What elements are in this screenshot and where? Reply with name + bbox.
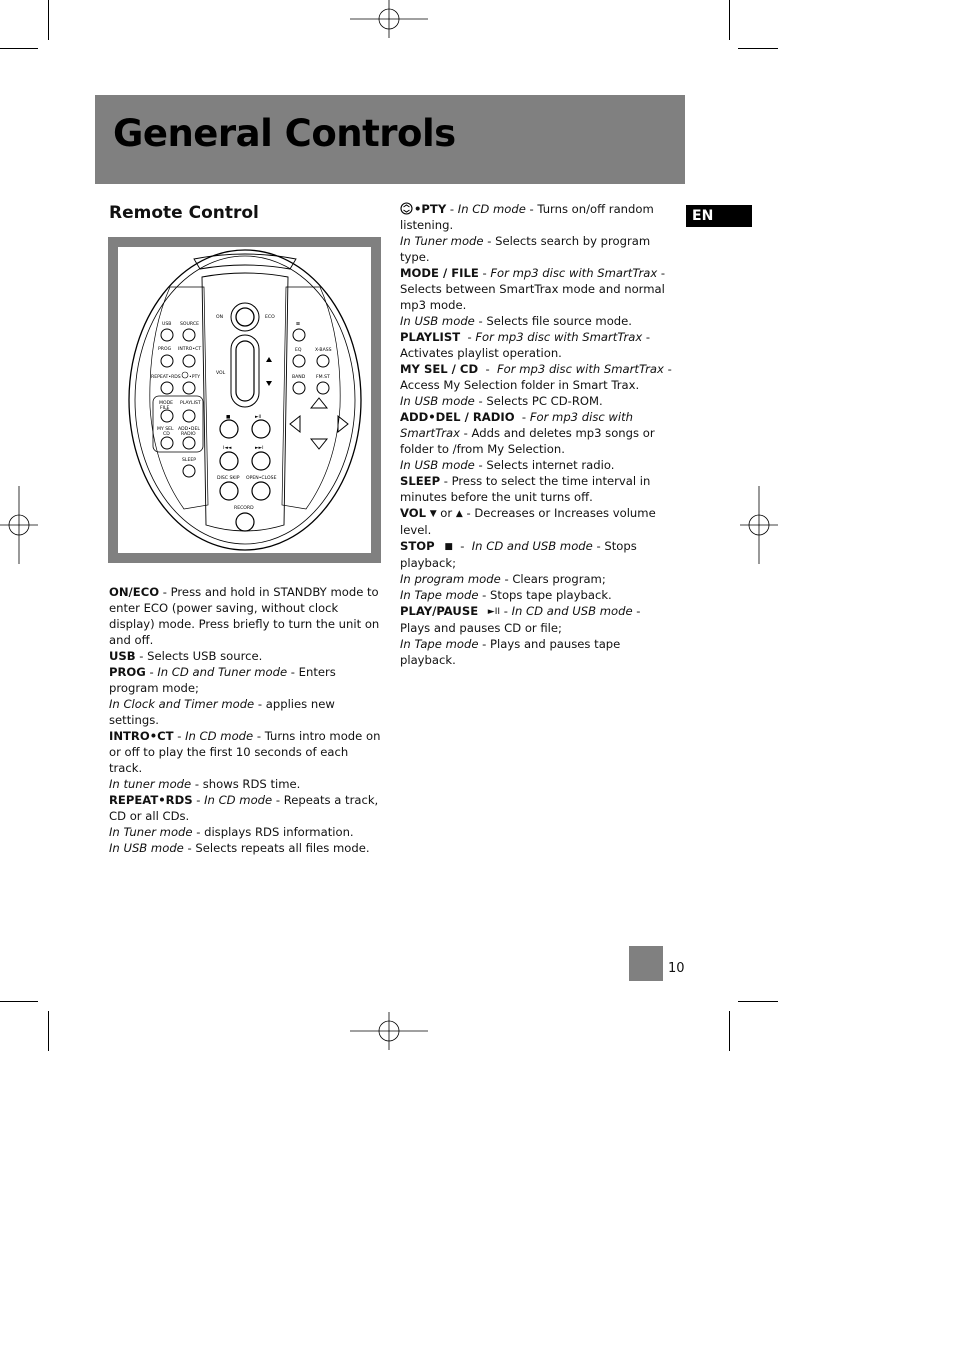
- label-usb: USB: [162, 322, 172, 327]
- entry-stop: STOP ■ - In CD and USB mode - Stops playback;: [400, 539, 637, 570]
- page-number: 10: [668, 961, 685, 976]
- crop-mark: [729, 1011, 730, 1051]
- entry-mysel-usb: In USB mode - Selects PC CD-ROM.: [400, 394, 603, 408]
- entry-prog-clock: In Clock and Timer mode - applies new settings.: [109, 697, 335, 727]
- entry-mysel: MY SEL / CD - For mp3 disc with SmartTrax - Access My Selection folder in Smart Trax.: [400, 362, 672, 392]
- label-source: SOURCE: [180, 322, 199, 327]
- play-pause-icon: ►II: [487, 607, 501, 617]
- page-title: General Controls: [113, 112, 456, 155]
- label-mode-file: FILE: [160, 406, 170, 411]
- vol-up-icon: ▲: [455, 509, 463, 519]
- language-badge: EN: [686, 205, 752, 227]
- entry-pty-tuner: In Tuner mode - Selects search by program type.: [400, 234, 651, 264]
- label-record: RECORD: [234, 506, 254, 511]
- entry-sleep: SLEEP - Press to select the time interval in minutes before the unit turns off.: [400, 474, 651, 504]
- entry-usb: USB - Selects USB source.: [109, 649, 263, 663]
- label-playpause: ►II: [255, 415, 262, 420]
- entry-play-tape: In Tape mode - Plays and pauses tape playback.: [400, 637, 621, 667]
- crop-mark: [48, 0, 49, 40]
- label-on: ON: [216, 315, 224, 320]
- entry-repeat-usb: In USB mode - Selects repeats all files mode.: [109, 841, 370, 855]
- label-mode: MODE: [159, 401, 174, 406]
- entry-adddel-usb: In USB mode - Selects internet radio.: [400, 458, 615, 472]
- label-prev: I◄◄: [223, 446, 232, 451]
- label-adddel: ADD•DEL: [178, 427, 200, 432]
- entry-stop-tape: In Tape mode - Stops tape playback.: [400, 588, 612, 602]
- crop-mark: [48, 1011, 49, 1051]
- entry-pty: •PTY - In CD mode - Turns on/off random listening.: [400, 202, 654, 232]
- remote-control-drawing: [118, 247, 371, 553]
- entry-intro: INTRO•CT - In CD mode - Turns intro mode on or off to play the first 10 seconds of each track.: [109, 729, 381, 775]
- label-intro: INTRO•CT: [178, 347, 202, 352]
- crop-mark: [0, 48, 38, 49]
- left-text-column: [109, 584, 381, 856]
- crop-mark: [738, 48, 778, 49]
- crop-mark: [0, 1001, 38, 1002]
- entry-mode-file: MODE / FILE - For mp3 disc with SmartTrax - Selects between SmartTrax mode and normal mp3 mode.: [400, 266, 666, 312]
- label-discskip: DISC SKIP: [217, 476, 240, 481]
- label-eq: EQ: [295, 348, 302, 353]
- registration-mark: [350, 1011, 430, 1051]
- entry-on-eco: ON/ECO - Press and hold in STANDBY mode to enter ECO (power saving, without clock display) mode. Press briefly to turn the unit on and off.: [109, 585, 380, 647]
- label-pty: •PTY: [189, 375, 201, 380]
- label-prog: PROG: [158, 347, 172, 352]
- label-sleep: SLEEP: [182, 458, 197, 463]
- random-play-icon: [400, 202, 413, 215]
- section-title: Remote Control: [109, 203, 259, 223]
- entry-mode-usb: In USB mode - Selects file source mode.: [400, 314, 632, 328]
- label-band: BAND: [292, 375, 306, 380]
- entry-play: PLAY/PAUSE ►II - In CD and USB mode - Plays and pauses CD or file;: [400, 604, 641, 635]
- entry-vol: VOL ▼ or ▲ - Decreases or Increases volume level.: [400, 506, 656, 537]
- label-playlist: PLAYLIST: [180, 401, 201, 406]
- label-mute: ⊠: [296, 322, 300, 327]
- label-stop: ■: [226, 415, 231, 420]
- label-repeat: REPEAT•RDS: [151, 375, 181, 380]
- label-openclose: OPEN•CLOSE: [246, 476, 277, 481]
- label-eco: ECO: [265, 315, 275, 320]
- crop-mark: [738, 1001, 778, 1002]
- stop-icon: ■: [444, 542, 453, 552]
- entry-intro-tuner: In tuner mode - shows RDS time.: [109, 777, 301, 791]
- crop-mark: [729, 0, 730, 40]
- label-fmst: FM.ST: [316, 375, 330, 380]
- vol-down-icon: ▼: [429, 509, 437, 519]
- entry-playlist: PLAYLIST - For mp3 disc with SmartTrax - Activates playlist operation.: [400, 330, 651, 360]
- label-xbass: X-BASS: [315, 348, 332, 353]
- page-tab: [629, 946, 663, 981]
- entry-adddel: ADD•DEL / RADIO - For mp3 disc with SmartTrax - Adds and deletes mp3 songs or folder to /from My Selection.: [400, 410, 655, 456]
- remote-illustration-panel: [118, 247, 371, 553]
- right-text-column: [400, 201, 672, 668]
- entry-stop-prog: In program mode - Clears program;: [400, 572, 606, 586]
- label-mysel: MY SEL: [157, 427, 174, 432]
- entry-prog: PROG - In CD and Tuner mode - Enters program mode;: [109, 665, 336, 695]
- registration-mark: [0, 486, 40, 566]
- label-mysel-cd: CD: [163, 432, 170, 437]
- entry-repeat-tuner: In Tuner mode - displays RDS information.: [109, 825, 354, 839]
- registration-mark: [738, 486, 778, 566]
- label-vol: VOL: [216, 371, 226, 376]
- entry-repeat: REPEAT•RDS - In CD mode - Repeats a track, CD or all CDs.: [109, 793, 379, 823]
- label-adddel-radio: RADIO: [181, 432, 196, 437]
- label-next: ►►I: [255, 446, 264, 451]
- remote-illustration-frame: [108, 237, 381, 563]
- registration-mark: [350, 0, 430, 40]
